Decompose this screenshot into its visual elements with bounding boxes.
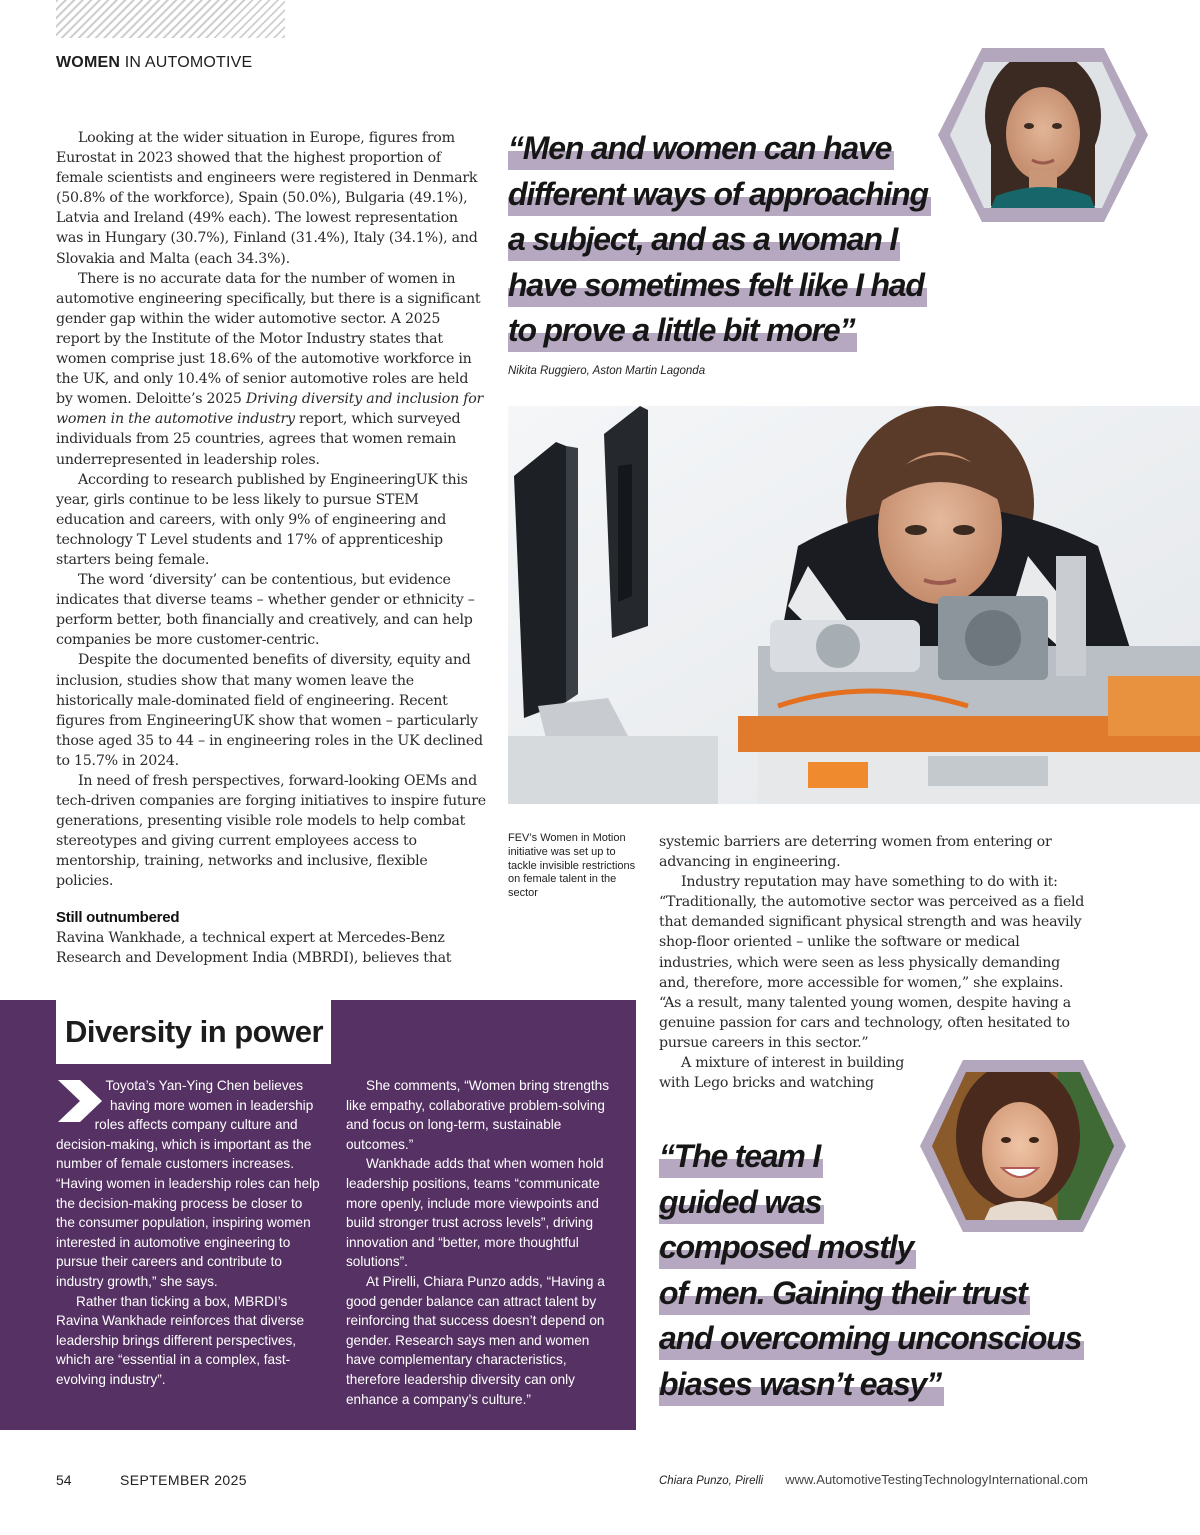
photo-caption: FEV’s Women in Motion initiative was set up to tackle invisible restrictions on female talent in the sector: [508, 832, 636, 900]
engineer-photo-illustration: [508, 406, 1200, 804]
pull-quote-line: biases wasn’t easy”: [659, 1366, 944, 1406]
pull-quote-line: “Men and women can have: [508, 130, 894, 170]
article-paragraph: The word ‘diversity’ can be contentious, but evidence indicates that diverse teams – whether gender or ethnicity – perform better, both financially and creatively, and can help companies be more customer-centric.: [56, 572, 475, 649]
section-label-rest: IN AUTOMOTIVE: [120, 54, 253, 71]
pull-quote-line: different ways of approaching: [508, 176, 931, 216]
article-paragraph: Industry reputation may have something to do with it: “Traditionally, the automotive sector was perceived as a field that demanded significant physical strength and was heavily shop-floor oriented – unlike the software or medical industries, which were seen as less physically demanding and, therefore, more accessible for women,” she explains. “As a result, many talented young women, despite having a genuine passion for cars and technology, often hesitated to pursue careers in this sector.”: [659, 874, 1085, 1051]
pull-quote-line: and overcoming unconscious: [659, 1320, 1084, 1360]
sidebar-paragraph: At Pirelli, Chiara Punzo adds, “Having a good gender balance can attract talent by reinforcing that success doesn’t depend on gender. Research says men and women have complementary characteristics, therefore leadership diversity can only enhance a company’s culture.”: [346, 1273, 605, 1407]
article-paragraph: In need of fresh perspectives, forward-looking OEMs and tech-driven companies are forging initiatives to inspire future generations, presenting visible role models to help combat stereotypes and giving current employees access to mentorship, training, networks and inclusive, flexible policies.: [56, 773, 486, 890]
pull-quote-2: [659, 1134, 1099, 1407]
sidebar-paragraph: She comments, “Women bring strengths like empathy, collaborative problem-solving and focus on long-term, sustainable outcomes.”: [346, 1078, 610, 1152]
pull-quote-line: to prove a little bit more”: [508, 312, 857, 352]
pull-quote-line: guided was: [659, 1184, 824, 1224]
section-label: [56, 54, 252, 72]
page-number: 54: [56, 1472, 72, 1488]
pull-quote-line: composed mostly: [659, 1229, 916, 1269]
footer-url-link[interactable]: www.AutomotiveTestingTechnologyInternational.com: [785, 1472, 1088, 1487]
article-column-right: [659, 832, 1089, 1093]
portrait-hexagon-1: [936, 46, 1150, 224]
header-hatch-decoration: [56, 0, 285, 38]
report-title: Driving diversity and inclusion for women in the automotive industry: [56, 391, 484, 428]
pull-quote-line: of men. Gaining their trust: [659, 1275, 1030, 1315]
sidebar-column-1: [56, 1076, 320, 1390]
article-paragraph: A mixture of interest in building with Lego bricks and watching: [659, 1055, 905, 1092]
pull-quote-1: [508, 126, 958, 354]
article-paragraph: According to research published by EngineeringUK this year, girls continue to be less likely to pursue STEM education and careers, with only 9% of engineering and technology T Level students and 17% of apprenticeship starters being female.: [56, 471, 468, 568]
sidebar-title: Diversity in power: [56, 998, 331, 1064]
engineer-photo: [508, 406, 1200, 804]
sidebar-column-2: [346, 1076, 618, 1409]
pull-quote-attribution: Nikita Ruggiero, Aston Martin Lagonda: [508, 365, 706, 377]
section-label-bold: WOMEN: [56, 54, 121, 71]
pull-quote-line: a subject, and as a woman I: [508, 221, 900, 261]
subheading: Still outnumbered: [56, 908, 180, 926]
pull-quote-line: “The team I: [659, 1138, 823, 1178]
article-column-left: [56, 128, 486, 968]
pull-quote-attribution: Chiara Punzo, Pirelli: [659, 1475, 764, 1487]
pull-quote-line: have sometimes felt like I had: [508, 267, 927, 307]
article-paragraph: Ravina Wankhade, a technical expert at Mercedes-Benz Research and Development India (MBRDI), believes that: [56, 929, 452, 966]
sidebar-paragraph: Toyota’s Yan-Ying Chen believes having more women in leadership roles affects company culture and decision-making, which is important as the number of female customers increases. “Having women in leadership roles can help the decision-making process be closer to the consumer population, inspiring women interested in automotive engineering to pursue their careers and contribute to industry growth,” she says.: [56, 1078, 320, 1289]
article-paragraph: There is no accurate data for the number of women in automotive engineering specifically, but there is a significant gender gap within the wider automotive sector. A 2025 report by the Institute of the Motor Industry states that women comprise just 18.6% of the automotive workforce in the UK, and only 10.4% of senior automotive roles are held by women. Deloitte’s 2025 Driving diversity and inclusion for women in the automotive industry report, which surveyed individuals from 25 countries, agrees that women remain underrepresented in leadership roles.: [56, 270, 484, 468]
sidebar-paragraph: Wankhade adds that when women hold leadership positions, teams “communicate more openly, include more viewpoints and build stronger trust across levels”, driving innovation and “better, more thoughtful solutions”.: [346, 1156, 604, 1270]
issue-date: SEPTEMBER 2025: [120, 1472, 247, 1488]
article-paragraph: Despite the documented benefits of diversity, equity and inclusion, studies show that many women leave the historically male-dominated field of engineering. Recent figures from EngineeringUK show that women – particularly those aged 35 to 44 – in engineering roles in the UK declined to 15.7% in 2024.: [56, 652, 483, 769]
article-paragraph: systemic barriers are deterring women from entering or advancing in engineering.: [659, 834, 1052, 871]
article-paragraph: Looking at the wider situation in Europe, figures from Eurostat in 2023 showed that the highest proportion of female scientists and engineers were registered in Denmark (50.8% of the workforce), Spain (50.0%), Bulgaria (49.1%), Latvia and Ireland (49% each). The lowest representation was in Hungary (30.7%), Finland (31.4%), Italy (34.1%), and Slovakia and Malta (each 34.3%).: [56, 130, 478, 267]
sidebar-paragraph: Rather than ticking a box, MBRDI’s Ravina Wankhade reinforces that diverse leadership brings different perspectives, which are “essential in a complex, fast-evolving industry”.: [56, 1293, 305, 1387]
